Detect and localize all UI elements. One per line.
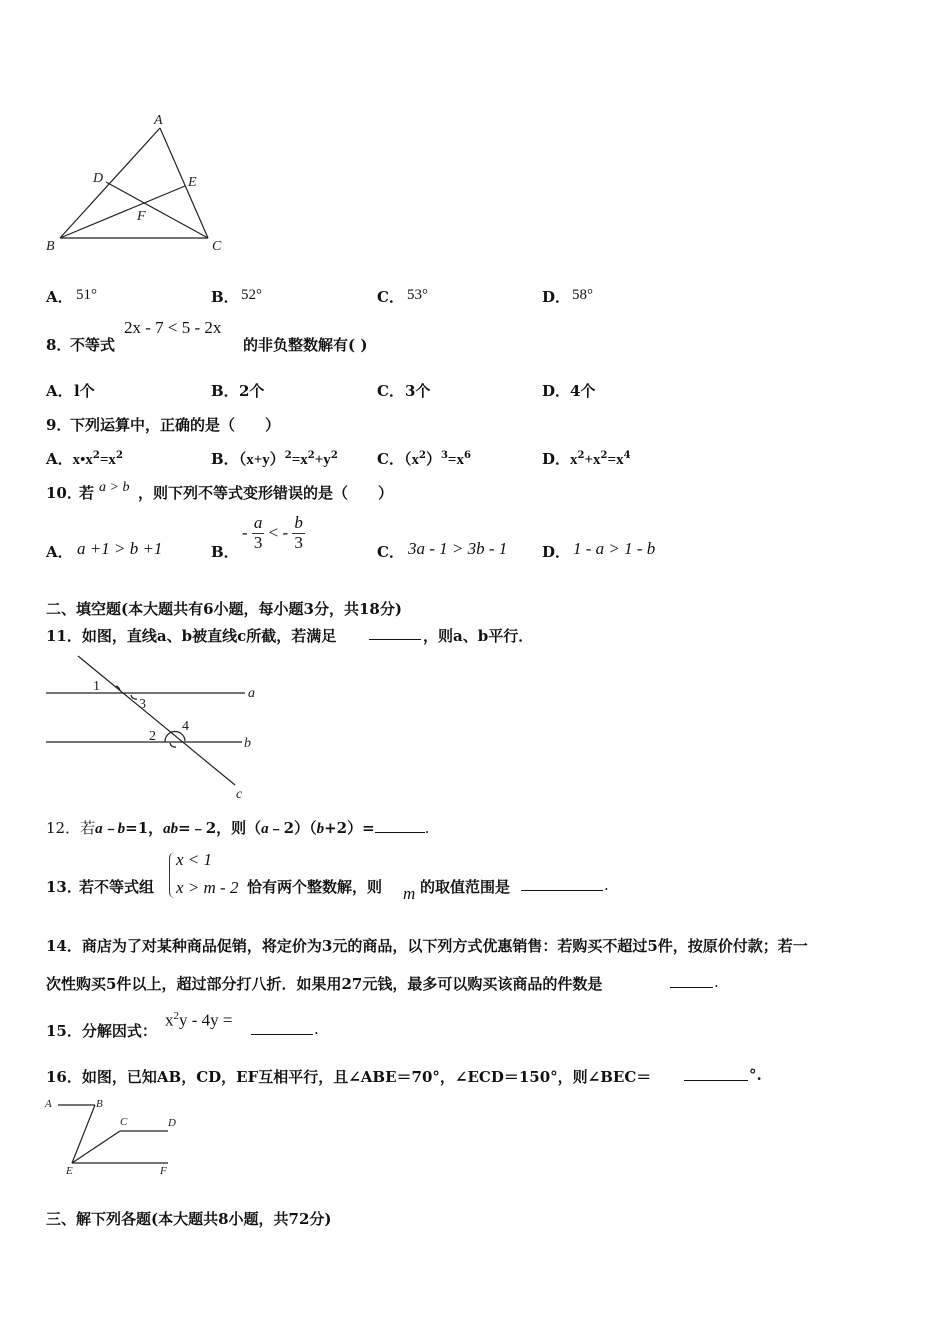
q13-mid: 恰有两个整数解，则 <box>247 878 383 896</box>
q9-c-base: （x <box>403 452 419 468</box>
q7-option-d: 58° <box>572 287 593 303</box>
q9-b-base: （x+y） <box>238 452 285 468</box>
q14-answer-blank[interactable] <box>670 987 713 988</box>
q10-b-num1: a <box>253 513 263 532</box>
label-e: E <box>66 1165 73 1177</box>
q9-d-mid: +x <box>584 452 601 468</box>
q9-c-sup3: 6 <box>463 450 471 461</box>
q10-b-mid: < - <box>268 523 289 543</box>
q9-option-b <box>211 448 338 469</box>
q8-option-b-label: B． <box>211 382 239 400</box>
angle-label-1: 1 <box>93 679 100 694</box>
q12-eq1: =1， <box>125 819 164 837</box>
q16-tail: °. <box>749 1066 762 1084</box>
q7-option-b: 52° <box>241 287 262 303</box>
q9-d-sup3: 4 <box>623 450 631 461</box>
q9-option-d <box>542 448 631 469</box>
q13-ineq-2: x > m - 2 <box>176 878 239 897</box>
segment-dc <box>106 182 208 238</box>
q9-b-eq: =x <box>291 452 308 468</box>
q9-stem: 下列运算中，正确的是（ ） <box>70 416 281 434</box>
line-label-a: a <box>248 686 255 701</box>
parallel-segments-figure <box>40 1093 190 1178</box>
q9-a-base: x•x <box>72 452 93 468</box>
q7-option-a-label: A． <box>46 288 73 306</box>
q12-answer-blank[interactable] <box>375 832 425 833</box>
q7-option-c: 53° <box>407 287 428 303</box>
q13-answer-blank[interactable] <box>521 890 603 891</box>
q10-condition: a > b <box>99 480 130 495</box>
q8-suffix: 的非负整数解有( ) <box>243 336 368 354</box>
label-d: D <box>93 171 104 186</box>
q12-mid: ﹣2）（ <box>268 819 317 837</box>
q8-option-d: 4个 <box>570 382 596 400</box>
q16-answer-blank[interactable] <box>684 1080 748 1081</box>
angle-2-arc <box>170 743 176 747</box>
q14-line-2: 次性购买5件以上，超过部分打八折．如果用27元钱，最多可以购买该商品的件数是 <box>46 975 603 993</box>
q15-sup: 2 <box>173 1010 179 1022</box>
q11-stem: 11．如图，直线a、b被直线c所截，若满足 <box>46 627 337 645</box>
q15-pre: 15．分解因式： <box>46 1022 157 1040</box>
q10-option-a-label: A． <box>46 543 73 561</box>
q9-option-c <box>377 448 471 469</box>
q10-stem: ，则下列不等式变形错误的是（ ） <box>138 484 394 502</box>
q8-option-c-label: C． <box>377 382 404 400</box>
q9-d-sup1: 2 <box>577 450 585 461</box>
angle-3-arc <box>131 695 137 699</box>
q9-d-base: x <box>570 452 578 468</box>
q10-option-b <box>242 514 305 552</box>
q9-number: 9． <box>46 416 72 434</box>
q9-a-sup2: 2 <box>115 450 123 461</box>
q9-b-mid: +y <box>314 452 331 468</box>
q8-inequality: 2x - 7 < 5 - 2x <box>124 318 222 337</box>
q14-line-1: 14．商店为了对某种商品促销，将定价为3元的商品，以下列方式优惠销售：若购买不超过5件，按原价付款；若一 <box>46 937 808 955</box>
q13-number: 13． <box>46 878 82 896</box>
label-c: C <box>120 1116 128 1128</box>
q12-pre: 若 <box>80 819 96 837</box>
segment-ce <box>72 1131 120 1163</box>
system-brace <box>169 852 176 898</box>
q9-option-d-label: D． <box>542 450 571 468</box>
angle-label-2: 2 <box>149 729 156 744</box>
section-2-heading: 二、填空题(本大题共有6小题，每小题3分，共18分) <box>46 600 402 618</box>
q9-option-c-label: C． <box>377 450 404 468</box>
q12-tail: +2）= <box>324 819 375 837</box>
section-3-heading: 三、解下列各题(本大题共8小题，共72分) <box>46 1210 332 1228</box>
q10-option-c-label: C． <box>377 543 404 561</box>
q7-option-d-label: D． <box>542 288 571 306</box>
parallel-lines-figure <box>40 650 280 805</box>
q13-post: 的取值范围是 <box>420 878 511 896</box>
q9-b-sup3: 2 <box>330 450 338 461</box>
line-label-c: c <box>236 787 243 802</box>
side-ac <box>160 128 208 238</box>
q13-var: m <box>403 884 416 903</box>
segment-be <box>72 1105 95 1163</box>
q10-pre: 若 <box>79 484 95 502</box>
q9-b-sup1: 2 <box>284 450 292 461</box>
q10-option-d: 1 - a > 1 - b <box>573 539 656 558</box>
q10-b-neg: - <box>242 523 248 543</box>
q15-rest: y - 4y = <box>179 1010 233 1030</box>
q12-expr2: ab <box>163 821 179 837</box>
line-c <box>78 656 235 785</box>
q8-option-a: l个 <box>74 382 95 400</box>
q9-c-close: ） <box>425 452 441 468</box>
q15-answer-blank[interactable] <box>251 1034 313 1035</box>
question-12: 12．若a﹣b=1，ab=﹣2，则（a﹣2）（b+2）= . <box>46 819 430 837</box>
q9-option-b-label: B． <box>211 450 239 468</box>
q9-option-a <box>46 448 123 469</box>
q8-option-b: 2个 <box>239 382 265 400</box>
q7-option-a: 51° <box>76 287 97 303</box>
q8-option-c: 3个 <box>405 382 431 400</box>
q7-option-b-label: B． <box>211 288 239 306</box>
label-a: A <box>45 1098 52 1110</box>
q12-var-b: b <box>316 821 325 837</box>
q15-base: x <box>165 1010 174 1030</box>
q9-a-eq: =x <box>99 452 116 468</box>
segment-be <box>60 186 185 238</box>
q13-pre: 若不等式组 <box>79 878 155 896</box>
q10-b-den2: 3 <box>294 532 303 552</box>
q15-expr <box>165 1010 233 1031</box>
q10-option-b-label: B． <box>211 543 239 561</box>
q8-prefix: 不等式 <box>70 336 116 354</box>
q9-b-sup2: 2 <box>307 450 315 461</box>
q10-option-a: a +1 > b +1 <box>77 539 163 558</box>
q9-option-a-label: A． <box>46 450 73 468</box>
q8-option-a-label: A． <box>46 382 73 400</box>
label-f: F <box>137 209 146 224</box>
q11-answer-blank[interactable] <box>369 639 421 640</box>
q12-expr1: a﹣b <box>95 821 126 837</box>
line-label-b: b <box>244 736 251 751</box>
q9-d-eq: =x <box>607 452 624 468</box>
q11-stem-end: ，则a、b平行． <box>423 627 534 645</box>
q13-ineq-1: x < 1 <box>176 850 213 869</box>
q10-option-d-label: D． <box>542 543 571 561</box>
q8-option-d-label: D． <box>542 382 571 400</box>
q10-option-c: 3a - 1 > 3b - 1 <box>408 539 508 558</box>
q9-c-sup2: 3 <box>440 450 448 461</box>
q7-option-c-label: C． <box>377 288 404 306</box>
q10-b-num2: b <box>294 513 303 532</box>
triangle-figure <box>40 110 240 260</box>
label-e: E <box>188 175 197 190</box>
q9-c-sup1: 2 <box>418 450 426 461</box>
q10-number: 10． <box>46 484 82 502</box>
q12-var-a: a <box>261 821 269 837</box>
q10-b-den1: 3 <box>253 532 263 552</box>
q8-number: 8． <box>46 336 72 354</box>
angle-label-4: 4 <box>182 719 189 734</box>
q9-a-sup1: 2 <box>92 450 100 461</box>
label-d: D <box>168 1117 176 1129</box>
label-b: B <box>46 239 55 254</box>
angle-label-3: 3 <box>139 697 146 712</box>
q9-c-eq: =x <box>447 452 464 468</box>
q16-stem: 16．如图，已知AB，CD，EF互相平行，且∠ABE＝70°，∠ECD＝150°，则∠BEC＝ <box>46 1068 652 1086</box>
q9-d-sup2: 2 <box>600 450 608 461</box>
label-f: F <box>160 1165 167 1177</box>
label-a: A <box>154 113 163 128</box>
label-b: B <box>96 1098 103 1110</box>
label-c: C <box>212 239 222 254</box>
q12-number: 12． <box>46 819 81 837</box>
q12-eq2: =﹣2，则（ <box>178 819 262 837</box>
